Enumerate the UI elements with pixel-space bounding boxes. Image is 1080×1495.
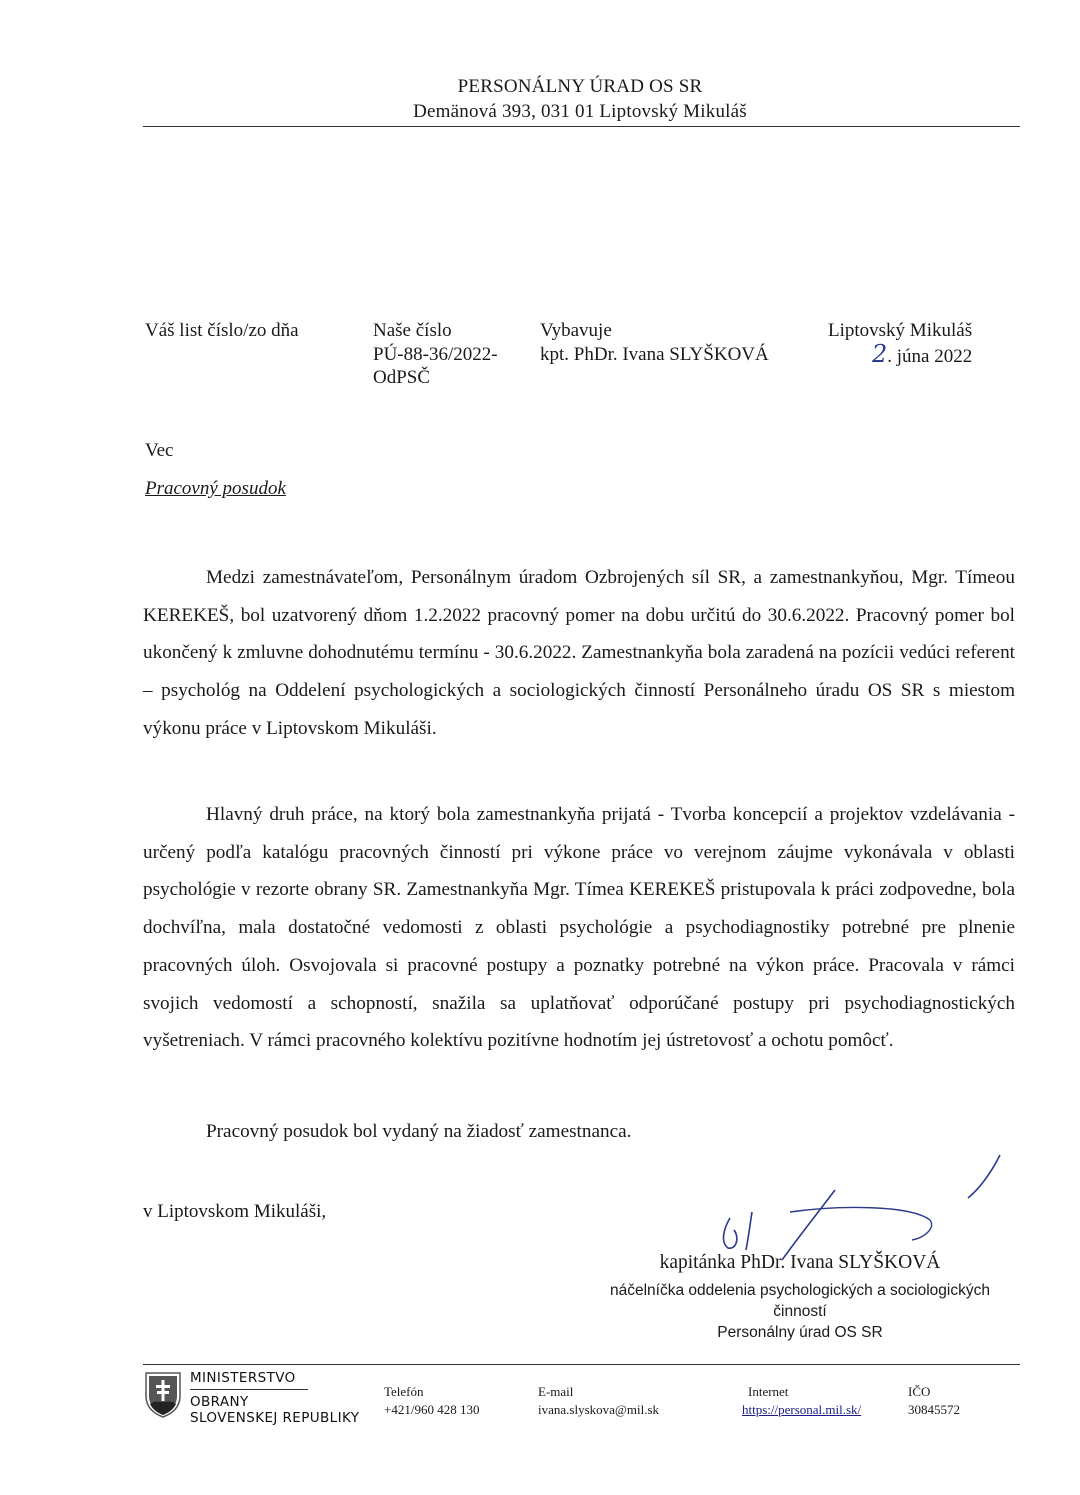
body-paragraph-3: Pracovný posudok bol vydaný na žiadosť zamestnanca.: [206, 1121, 632, 1142]
header-divider: [143, 126, 1020, 127]
email-value[interactable]: ivana.slyskova@mil.sk: [538, 1402, 660, 1417]
signatory-position-line1: náčelníčka oddelenia psychologických a sociologických: [610, 1282, 990, 1299]
date-text: . júna 2022: [887, 346, 973, 367]
signatory-office: Personálny úrad OS SR: [717, 1324, 883, 1341]
organization-name: PERSONÁLNY ÚRAD OS SR: [457, 76, 703, 97]
ministry-underline: [190, 1389, 308, 1390]
body-paragraph-1: Medzi zamestnávateľom, Personálnym úradom Ozbrojených síl SR, a zamestnankyňou, Mgr. Tímeou KEREKEŠ, bol uzatvorený dňom 1.2.2022 pracovný pomer na dobu určitú do 30.6.2022. Pracovný pomer bol ukončený k zmluvne dohodnutému termínu - 30.6.2022. Zamestnankyňa bola zaradená na pozícii vedúci referent – psychológ na Oddelení psychologických a sociologických činností Personálneho úradu OS SR s miestom výkonu práce v Liptovskom Mikuláši.: [143, 567, 1015, 739]
handled-by-value: kpt. PhDr. Ivana SLYŠKOVÁ: [540, 344, 769, 365]
email-label: E-mail: [538, 1384, 574, 1399]
body-paragraph-2: Hlavný druh práce, na ktorý bola zamestnankyňa prijatá - Tvorba koncepcií a projektov vzdelávania - určený podľa katalógu pracovných činností pri výkone práce vo verejnom záujme vykonávala v oblasti psychológie v rezorte obrany SR. Zamestnankyňa Mgr. Tímea KEREKEŠ pristupovala k práci zodpovedne, bola dochvíľna, mala dostatočné vedomosti z oblasti psychológie a psychodiagnostiky potrebné pre plnenie pracovných úloh. Osvojovala si pracovné postupy a poznatky potrebné na výkon práce. Pracovala v rámci svojich vedomostí a schopností, snažila sa uplatňovať odporúčané postupy pri psychodiagnostických vyšetreniach. V rámci pracovného kolektívu pozitívne hodnotím jej ústretovosť a ochotu pomôcť.: [143, 804, 1015, 1052]
ico-label: IČO: [908, 1384, 931, 1399]
subject-title: Pracovný posudok: [145, 478, 286, 499]
our-number-line2: OdPSČ: [373, 367, 431, 388]
phone-value: +421/960 428 130: [384, 1402, 480, 1417]
ministry-line3: SLOVENSKEJ REPUBLIKY: [190, 1410, 360, 1426]
ministry-crest-icon: [143, 1370, 183, 1418]
signatory-position-line2: činností: [773, 1303, 827, 1320]
closing-place: v Liptovskom Mikuláši,: [143, 1201, 327, 1222]
our-number-label: Naše číslo: [373, 320, 452, 341]
internet-label: Internet: [748, 1384, 789, 1399]
place-label: Liptovský Mikuláš: [828, 320, 973, 341]
subject-label: Vec: [145, 440, 174, 461]
phone-label: Telefón: [384, 1384, 424, 1399]
ministry-line1: MINISTERSTVO: [190, 1370, 296, 1386]
our-number-line1: PÚ-88-36/2022-: [373, 344, 498, 365]
internet-link[interactable]: https://personal.mil.sk/: [742, 1402, 862, 1417]
signatory-name: kapitánka PhDr. Ivana SLYŠKOVÁ: [659, 1252, 941, 1273]
handled-by-label: Vybavuje: [540, 320, 612, 341]
footer-divider: [143, 1364, 1020, 1365]
ministry-line2: OBRANY: [190, 1394, 249, 1410]
organization-address: Demänová 393, 031 01 Liptovský Mikuláš: [413, 101, 747, 122]
your-letter-label: Váš list číslo/zo dňa: [145, 320, 299, 341]
date-line: [872, 340, 973, 368]
ico-value: 30845572: [908, 1402, 960, 1417]
date-day-handwritten: 2: [872, 340, 888, 368]
